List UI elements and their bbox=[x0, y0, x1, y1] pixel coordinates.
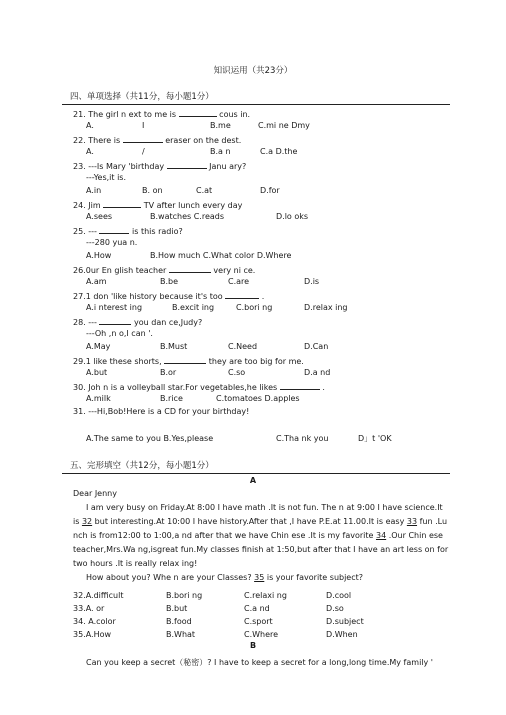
answer-blank bbox=[225, 290, 259, 299]
option-b-c-d: B.How much C.What color D.Where bbox=[150, 251, 292, 260]
answer-blank bbox=[103, 199, 141, 208]
option-34-a: 34. A.color bbox=[73, 617, 116, 626]
page-title: 知识运用（共23分） bbox=[213, 66, 293, 76]
passage-question-end: is your favorite subject? bbox=[266, 573, 364, 582]
option-a: A.How bbox=[86, 251, 112, 260]
option-d: D.Can bbox=[304, 342, 329, 351]
option-a: A. bbox=[86, 121, 94, 130]
question-25-stem-end: is this radio? bbox=[132, 227, 183, 236]
blank-33: 33 bbox=[406, 517, 418, 526]
option-a-text: I bbox=[142, 121, 145, 130]
option-35-a: 35.A.How bbox=[73, 630, 112, 639]
question-23-stem-end: Janu ary? bbox=[209, 162, 247, 171]
option-c-d: C.tomatoes D.apples bbox=[216, 394, 300, 403]
option-c-d: C.mi ne Dmy bbox=[258, 121, 310, 130]
blank-32: 32 bbox=[81, 517, 93, 526]
passage-line-1: I am very busy on Friday.At 8:00 I have math .It is not fun. The n at 9:00 I have science.It bbox=[86, 503, 443, 512]
question-21-stem-end: cous in. bbox=[219, 110, 251, 119]
option-c: C.Tha nk you bbox=[276, 434, 329, 443]
option-b: B.Must bbox=[160, 342, 188, 351]
question-22-stem: 22. There is bbox=[73, 136, 121, 145]
option-a: A.May bbox=[86, 342, 111, 351]
answer-blank bbox=[164, 355, 206, 364]
question-24-stem-end: TV after lunch every day bbox=[143, 201, 243, 210]
answer-blank bbox=[179, 108, 217, 117]
question-28-reply: ---Oh ,n o,I can '. bbox=[86, 329, 153, 338]
option-32-b: B.bori ng bbox=[166, 591, 203, 600]
question-23-stem: 23. ---Is Mary 'birthday bbox=[73, 162, 165, 171]
option-a: A.am bbox=[86, 277, 107, 286]
option-35-c: C.Where bbox=[244, 630, 279, 639]
option-a-b: A.The same to you B.Yes,please bbox=[86, 434, 214, 443]
question-23-reply: ---Yes,it is. bbox=[86, 173, 127, 182]
question-24 bbox=[73, 199, 242, 211]
option-c: C.are bbox=[228, 277, 250, 286]
option-32-c: C.relaxi ng bbox=[244, 591, 287, 600]
question-27-stem-end: . bbox=[261, 292, 265, 301]
question-25 bbox=[73, 225, 183, 237]
option-a-text: / bbox=[142, 147, 145, 156]
option-32-a: 32.A.difficult bbox=[73, 591, 124, 600]
question-21-stem: 21. The girl n ext to me is bbox=[73, 110, 177, 119]
option-a: A. bbox=[86, 147, 94, 156]
option-34-b: B.food bbox=[166, 617, 192, 626]
passage-line-2: is 32 but interesting.At 10:00 I have history.After that ,I have P.E.at 11.00.It is easy 33 fun .Lu bbox=[73, 517, 448, 526]
section-4-divider bbox=[62, 104, 450, 105]
section-5-divider bbox=[62, 473, 450, 474]
option-a: A.but bbox=[86, 368, 108, 377]
option-a: A.sees bbox=[86, 212, 113, 221]
option-b: B.excit ing bbox=[172, 303, 215, 312]
passage-question: How about you? Whe n are your Classes? bbox=[86, 573, 252, 582]
question-23 bbox=[73, 160, 246, 172]
section-5-heading: 五、完形填空（共12分，每小题1分） bbox=[70, 461, 214, 471]
section-4-heading: 四、单项选择（共11分，每小题1分） bbox=[70, 92, 214, 102]
passage-b-label: B bbox=[249, 641, 257, 650]
option-a: A.i nterest ing bbox=[86, 303, 143, 312]
option-c: C.bori ng bbox=[236, 303, 273, 312]
passage-a-label: A bbox=[249, 476, 257, 485]
option-33-b: B.but bbox=[166, 604, 188, 613]
question-29-stem-end: they are too big for me. bbox=[208, 357, 304, 366]
question-28-stem: 28. --- bbox=[73, 318, 97, 327]
question-27 bbox=[73, 290, 264, 302]
passage-line-6 bbox=[86, 573, 363, 583]
question-22 bbox=[73, 134, 241, 146]
answer-blank bbox=[99, 316, 131, 325]
option-b: B.rice bbox=[160, 394, 183, 403]
option-b: B.or bbox=[160, 368, 177, 377]
question-29 bbox=[73, 355, 304, 367]
question-26-stem: 26.0ur En glish teacher bbox=[73, 266, 167, 275]
question-26 bbox=[73, 264, 255, 276]
option-b: B.me bbox=[210, 121, 231, 130]
passage-line-4: teacher,Mrs.Wa ng,isgreat fun.My classes finish at 1:50,but after that I have an art less on for bbox=[73, 545, 449, 554]
question-30 bbox=[73, 381, 325, 393]
option-d: D.lo oks bbox=[276, 212, 309, 221]
option-35-b: B.What bbox=[166, 630, 196, 639]
option-32-d: D.cool bbox=[326, 591, 352, 600]
question-28-stem-end: you dan ce,Judy? bbox=[134, 318, 203, 327]
option-a: A.in bbox=[86, 186, 102, 195]
question-21 bbox=[73, 108, 250, 120]
option-33-a: 33.A. or bbox=[73, 604, 105, 613]
option-d: D.for bbox=[260, 186, 280, 195]
option-33-d: D.so bbox=[326, 604, 344, 613]
question-22-stem-end: eraser on the dest. bbox=[165, 136, 242, 145]
answer-blank bbox=[280, 381, 320, 390]
answer-blank bbox=[123, 134, 163, 143]
option-b: B.a n bbox=[210, 147, 231, 156]
question-28 bbox=[73, 316, 202, 328]
question-26-stem-end: very ni ce. bbox=[213, 266, 256, 275]
blank-34: 34 bbox=[375, 531, 387, 540]
question-25-stem: 25. --- bbox=[73, 227, 97, 236]
option-c: C.Need bbox=[228, 342, 258, 351]
option-b: B. on bbox=[142, 186, 163, 195]
answer-blank bbox=[169, 264, 211, 273]
option-33-c: C.a nd bbox=[244, 604, 270, 613]
question-30-stem-end: . bbox=[322, 383, 325, 392]
letter-greeting: Dear Jenny bbox=[73, 489, 117, 498]
option-d: D」t 'OK bbox=[358, 434, 392, 443]
option-35-d: D.When bbox=[326, 630, 358, 639]
option-d: D.relax ing bbox=[304, 303, 348, 312]
answer-blank bbox=[99, 225, 129, 234]
passage-b-first-line: Can you keep a secret（秘密）? I have to keep a secret for a long,long time.My family ' bbox=[86, 658, 433, 667]
option-d: D.is bbox=[304, 277, 320, 286]
answer-blank bbox=[167, 160, 207, 169]
option-34-d: D.subject bbox=[326, 617, 364, 626]
question-31: 31. ---Hi,Bob!Here is a CD for your birthday! bbox=[73, 407, 250, 416]
option-b-c: B.watches C.reads bbox=[150, 212, 225, 221]
question-29-stem: 29.1 like these shorts, bbox=[73, 357, 162, 366]
option-c-d: C.a D.the bbox=[260, 147, 298, 156]
question-25-reply: ---280 yua n. bbox=[86, 238, 138, 247]
option-34-c: C.sport bbox=[244, 617, 273, 626]
passage-line-5: two hours .It is really relax ing! bbox=[73, 559, 198, 568]
option-b: B.be bbox=[160, 277, 179, 286]
blank-35: 35 bbox=[254, 573, 265, 582]
question-24-stem: 24. Jim bbox=[73, 201, 101, 210]
option-c: C.at bbox=[196, 186, 213, 195]
option-d: D.a nd bbox=[304, 368, 331, 377]
option-c: C.so bbox=[228, 368, 246, 377]
question-27-stem: 27.1 don 'like history because it's too bbox=[73, 292, 223, 301]
question-30-stem: 30. Joh n is a volleyball star.For vegetables,he likes bbox=[73, 383, 278, 392]
passage-line-3: nch is from12:00 to 1:00,a nd after that we have Chin ese .It is my favorite 34 .Our Chin ese bbox=[73, 531, 443, 540]
option-a: A.milk bbox=[86, 394, 111, 403]
